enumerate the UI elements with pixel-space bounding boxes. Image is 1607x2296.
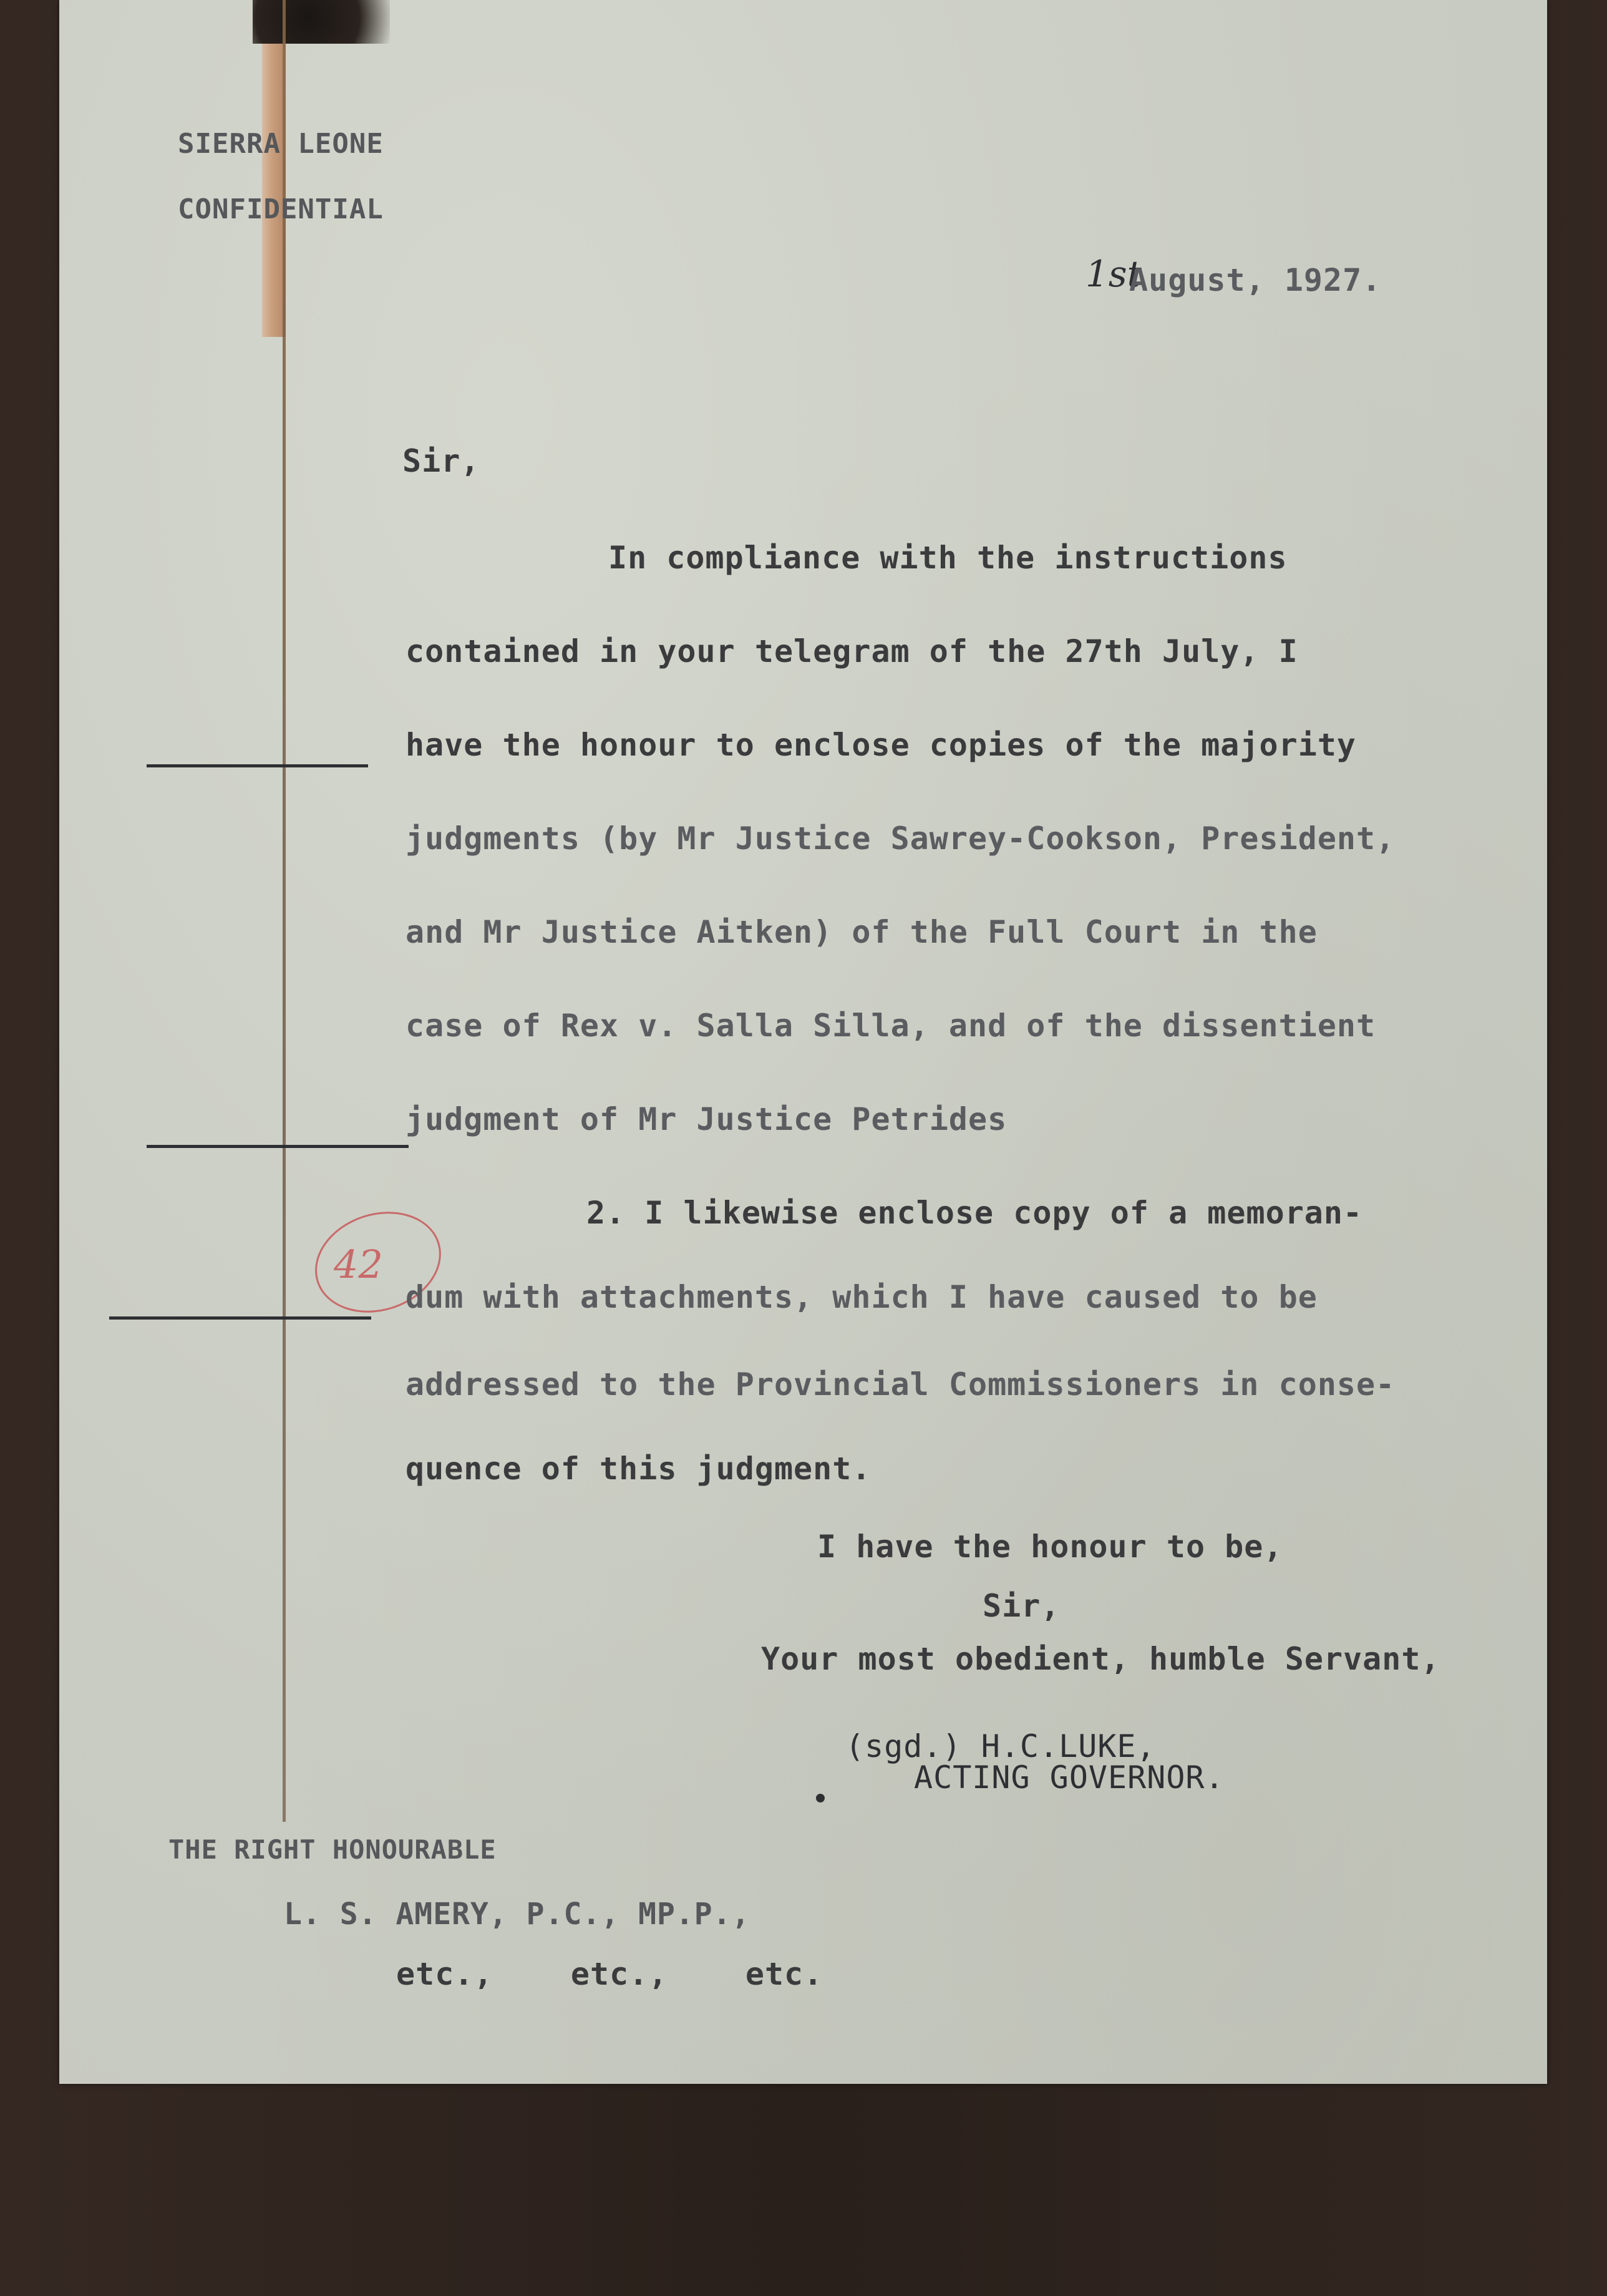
margin-folio-number: 42 xyxy=(334,1242,383,1287)
paragraph1-line6: case of Rex v. Salla Silla, and of the dissentient xyxy=(405,1008,1376,1044)
ink-dot xyxy=(816,1794,825,1802)
header-classification: CONFIDENTIAL xyxy=(178,193,384,225)
closing-line3: Your most obedient, humble Servant, xyxy=(761,1641,1440,1677)
paragraph2-line4: quence of this judgment. xyxy=(405,1451,871,1487)
closing-line1: I have the honour to be, xyxy=(817,1529,1283,1565)
paragraph1-line3: have the honour to enclose copies of the majority xyxy=(405,727,1357,763)
header-colony: SIERRA LEONE xyxy=(178,128,384,160)
margin-fold-line xyxy=(283,0,286,1822)
paragraph1-line5: and Mr Justice Aitken) of the Full Court in the xyxy=(405,914,1318,950)
salutation: Sir, xyxy=(402,443,480,479)
signature-line1: (sgd.) H.C.LUKE, xyxy=(845,1728,1156,1764)
paragraph2-line3: addressed to the Provincial Commissioners in conse- xyxy=(405,1366,1396,1403)
tag-hole-stain xyxy=(253,0,390,44)
paragraph1-line2: contained in your telegram of the 27th July, I xyxy=(405,633,1298,669)
paragraph2-line2: dum with attachments, which I have caused to be xyxy=(405,1279,1318,1315)
paragraph1-line1: In compliance with the instructions xyxy=(608,540,1288,576)
addressee-line3: etc., etc., etc. xyxy=(396,1956,823,1992)
letter-date: August, 1927. xyxy=(1129,262,1382,298)
signature-line2: ACTING GOVERNOR. xyxy=(914,1759,1225,1796)
paragraph1-line7: judgment of Mr Justice Petrides xyxy=(405,1101,1007,1137)
margin-rule-2 xyxy=(147,1145,409,1148)
margin-rule-3 xyxy=(109,1316,371,1320)
paragraph2-line1: 2. I likewise enclose copy of a memoran- xyxy=(586,1195,1363,1231)
margin-rule-1 xyxy=(147,764,368,767)
date-day-handwritten: 1st xyxy=(1085,253,1142,295)
addressee-line1: THE RIGHT HONOURABLE xyxy=(168,1834,497,1865)
closing-line2: Sir, xyxy=(983,1588,1061,1624)
document-page xyxy=(59,0,1547,2084)
addressee-line2: L. S. AMERY, P.C., MP.P., xyxy=(284,1897,750,1932)
paragraph1-line4: judgments (by Mr Justice Sawrey-Cookson, President, xyxy=(405,820,1396,857)
